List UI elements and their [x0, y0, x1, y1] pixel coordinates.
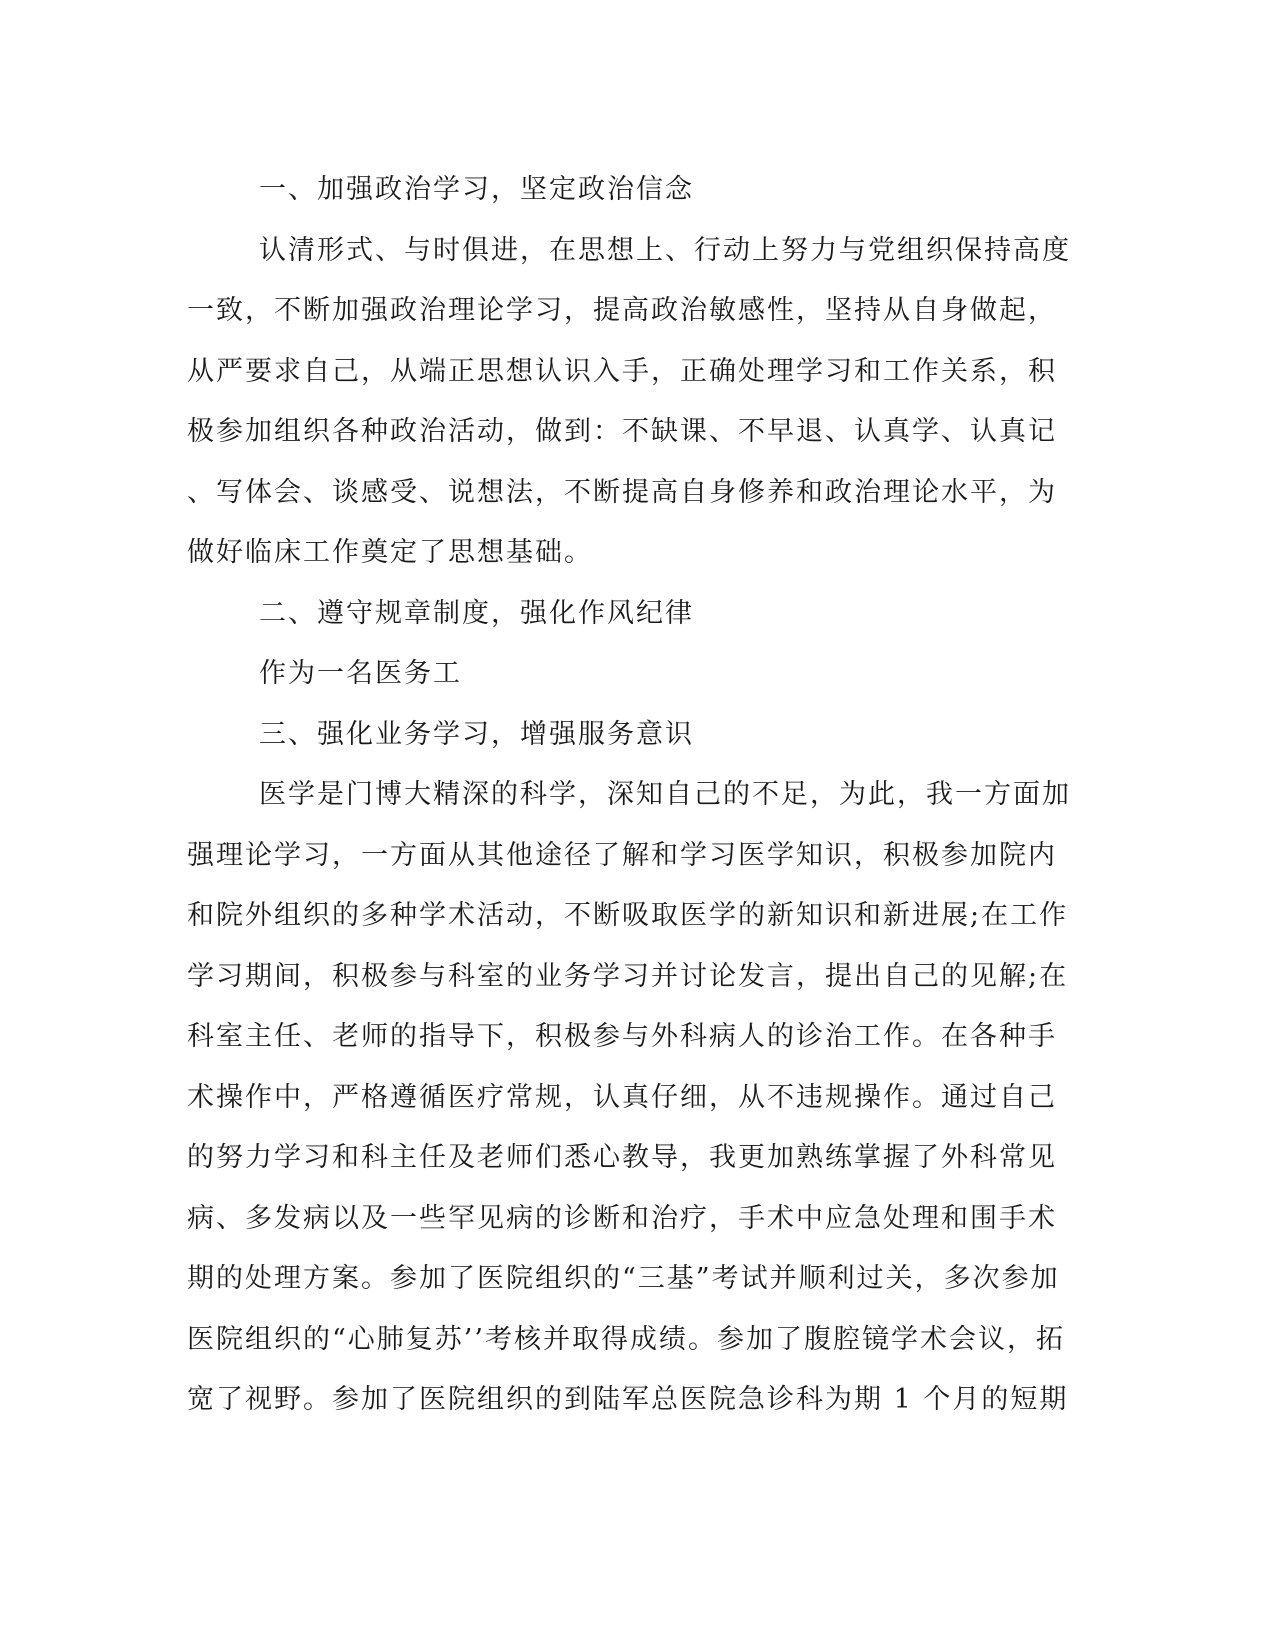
- paragraph-line: 强理论学习，一方面从其他途径了解和学习医学知识，积极参加院内: [187, 839, 1057, 871]
- document-body: [187, 160, 1071, 1431]
- paragraph-line: 术操作中，严格遵循医疗常规，认真仔细，从不违规操作。通过自己: [187, 1081, 1057, 1113]
- paragraph-line: 医学是门博大精深的科学，深知自己的不足，为此，我一方面加: [259, 779, 1071, 810]
- paragraph-line: 科室主任、老师的指导下，积极参与外科病人的诊治工作。在各种手: [187, 1021, 1057, 1052]
- paragraph-line: 宽了视野。参加了医院组织的到陆军总医院急诊科为期 1 个月的短期: [187, 1384, 1069, 1415]
- heading-political-study: 一、加强政治学习，坚定政治信念: [259, 174, 694, 205]
- paragraph-line: 学习期间，积极参与科室的业务学习并讨论发言，提出自己的见解;在: [187, 960, 1069, 992]
- paragraph-line: 做好临床工作奠定了思想基础。: [187, 537, 593, 568]
- heading-rules-discipline: 二、遵守规章制度，强化作风纪律: [259, 597, 694, 629]
- paragraph-line: 极参加组织各种政治活动，做到：不缺课、不早退、认真学、认真记: [187, 416, 1057, 447]
- paragraph-line: 作为一名医务工: [259, 658, 462, 689]
- paragraph-line: 认清形式、与时俱进，在思想上、行动上努力与党组织保持高度: [259, 234, 1071, 266]
- heading-professional-study: 三、强化业务学习，增强服务意识: [259, 718, 694, 750]
- paragraph-line: 病、多发病以及一些罕见病的诊断和治疗，手术中应急处理和围手术: [187, 1202, 1057, 1234]
- paragraph-line: 和院外组织的多种学术活动，不断吸取医学的新知识和新进展;在工作: [187, 900, 1069, 931]
- paragraph-line: 的努力学习和科主任及老师们悉心教导，我更加熟练掌握了外科常见: [187, 1142, 1057, 1173]
- paragraph-line: 、写体会、谈感受、说想法，不断提高自身修养和政治理论水平，为: [187, 476, 1057, 508]
- paragraph-line: 一致，不断加强政治理论学习，提高政治敏感性，坚持从自身做起，: [187, 295, 1057, 326]
- paragraph-line: 从严要求自己，从端正思想认识入手，正确处理学习和工作关系，积: [187, 355, 1057, 387]
- paragraph-line: 医院组织的“心肺复苏’’考核并取得成绩。参加了腹腔镜学术会议，拓: [187, 1323, 1065, 1355]
- paragraph-line: 期的处理方案。参加了医院组织的“三基”考试并顺利过关，多次参加: [187, 1263, 1060, 1294]
